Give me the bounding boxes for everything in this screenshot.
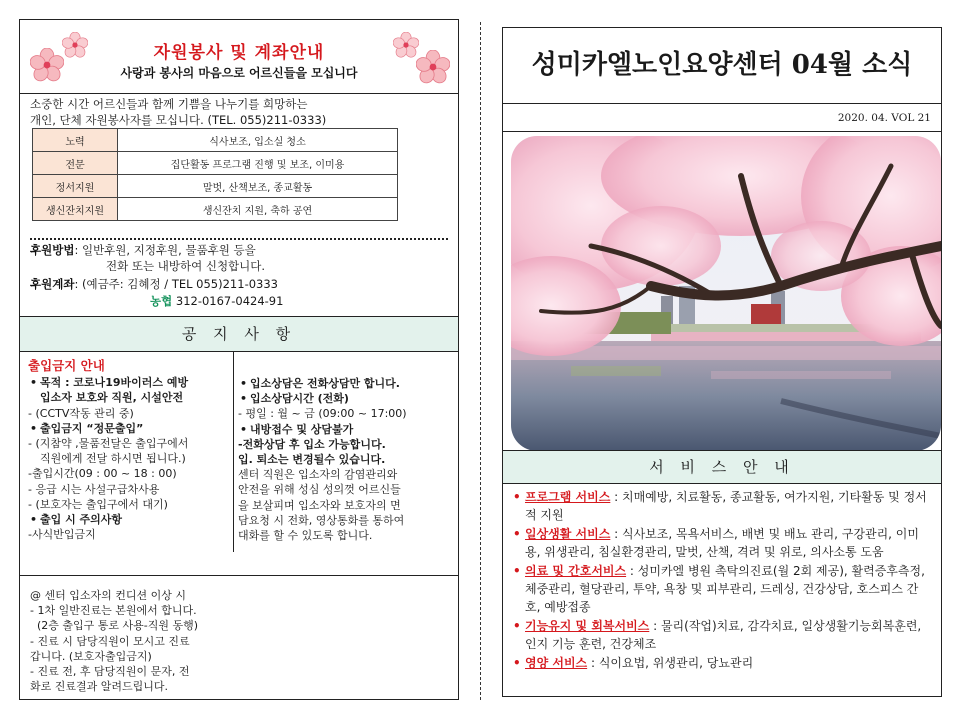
table-row xyxy=(33,152,398,175)
list-item xyxy=(511,617,933,654)
service-desc: : 물리(작업)치료, 감각치료, 일상생활기능회복훈련, 인지 기능 훈련, 건강체조 xyxy=(525,618,922,652)
intro-line: 소중한 시간 어르신들과 함께 기쁨을 나누기를 희망하는 xyxy=(30,97,308,111)
notice-line: • 출입금지 “정문출입” xyxy=(28,421,234,436)
notice-line: 담요청 시 전화, 영상통화를 통하여 xyxy=(238,513,405,527)
clinic-line: @ 센터 입소자의 컨디션 이상 시 xyxy=(30,589,186,602)
cherry-blossom-photo-art xyxy=(511,136,941,451)
notice-line: - (지참약 ,물품전달은 출입구에서 xyxy=(28,437,189,451)
account-number: 312-0167-0424-91 xyxy=(175,294,284,308)
newsletter-title: 성미카엘노인요양센터 04월 소식 xyxy=(503,28,941,104)
notice-line: - 응급 시는 사설구급차사용 xyxy=(28,482,160,496)
list-item xyxy=(511,562,933,617)
notice-line: -사식반입금지 xyxy=(28,528,96,542)
table-cell-category: 정서지원 xyxy=(33,175,118,198)
list-item xyxy=(511,654,933,672)
volunteer-title: 자원봉사 및 계좌안내 xyxy=(153,43,325,63)
page-divider xyxy=(480,22,481,700)
table-row xyxy=(33,175,398,198)
clinic-line: (2층 출입구 통로 사용-직원 동행) xyxy=(30,619,199,633)
cherry-blossom-photo xyxy=(511,136,941,451)
table-cell-detail: 생신잔치 지원, 축하 공연 xyxy=(118,198,398,221)
service-name: 영양 서비스 xyxy=(525,655,588,670)
service-list xyxy=(511,488,933,672)
notice-line: - (CCTV작동 관리 중) xyxy=(28,406,134,420)
table-cell-category: 노력 xyxy=(33,129,118,152)
clinic-line: - 1차 일반진료는 본원에서 합니다. xyxy=(30,604,197,618)
volunteer-subtitle: 사랑과 봉사의 마음으로 어르신들을 모십니다 xyxy=(120,66,358,80)
table-row xyxy=(33,129,398,152)
service-desc: : 식사보조, 목욕서비스, 배변 및 배뇨 관리, 구강관리, 이미용, 위생관리, 침실환경관리, 말벗, 산책, 격려 및 위로, 의사소통 도움 xyxy=(525,526,919,560)
service-desc: : 식이요법, 위생관리, 당뇨관리 xyxy=(587,655,754,670)
table-cell-category: 전문 xyxy=(33,152,118,175)
service-desc: : 치매예방, 치료활동, 종교활동, 여가지원, 기타활동 및 정서적 지원 xyxy=(525,490,927,523)
bank-account xyxy=(150,293,283,309)
bank-name: 농협 xyxy=(150,294,173,308)
issue-info: 2020. 04. VOL 21 xyxy=(503,104,941,132)
donation-account xyxy=(30,276,278,292)
clinic-line: - 진료 시 담당직원이 모시고 진료 xyxy=(30,634,190,648)
donation-account-text: : (예금주: 김혜정 / TEL 055)211-0333 xyxy=(74,277,278,291)
notice-line: • 목적 : 코로나19바이러스 예방 xyxy=(28,375,234,390)
notice-right-column xyxy=(238,376,452,543)
notice-line: 입. 퇴소는 변경될수 있습니다. xyxy=(238,453,386,467)
table-cell-detail: 식사보조, 입소실 청소 xyxy=(118,129,398,152)
notice-line: 을 보살피며 입소자와 보호자의 면 xyxy=(238,498,401,512)
volunteer-table xyxy=(32,128,398,221)
left-page xyxy=(19,19,459,700)
dotted-divider xyxy=(30,238,448,240)
volunteer-intro xyxy=(30,96,410,128)
notice-left-column xyxy=(28,358,234,542)
clinic-line: - 진료 전, 후 담당직원이 문자, 전 xyxy=(30,665,190,679)
clinic-line: 화로 진료결과 알려드립니다. xyxy=(30,680,169,694)
notice-line: 입소자 보호와 직원, 시설안전 xyxy=(40,391,184,405)
service-desc: : 성미카엘 병원 촉탁의진료(월 2회 제공), 활력증후측정, 체중관리, 혈당관리, 투약, 욕창 및 피부관리, 드레싱, 건강상담, 호스피스 간호, 예방접종 xyxy=(525,563,925,615)
notice-line: 센터 직원은 입소자의 감염관리와 xyxy=(238,468,398,482)
table-row xyxy=(33,198,398,221)
notice-line: • 내방접수 및 상담불가 xyxy=(238,422,452,437)
table-cell-detail: 말벗, 산책보조, 종교활동 xyxy=(118,175,398,198)
donation-method-label: 후원방법 xyxy=(30,243,75,257)
donation-method-text: : 일반후원, 지정후원, 물품후원 등을 xyxy=(74,243,256,257)
service-name: 의료 및 간호서비스 xyxy=(525,563,627,578)
intro-line: 개인, 단체 자원봉사자를 모십니다. (TEL. 055)211-0333) xyxy=(30,113,327,127)
notice-left-heading: 출입금지 안내 xyxy=(28,358,105,373)
list-item xyxy=(511,488,933,525)
table-cell-category: 생신잔치지원 xyxy=(33,198,118,221)
notice-header: 공 지 사 항 xyxy=(20,316,458,352)
notice-line: -출입시간(09 : 00 ~ 18 : 00) xyxy=(28,467,177,481)
notice-line: - (보호자는 출입구에서 대기) xyxy=(28,497,168,511)
service-name: 기능유지 및 회복서비스 xyxy=(525,618,650,633)
notice-divider xyxy=(20,575,458,576)
donation-account-label: 후원계좌 xyxy=(30,277,75,291)
service-name: 프로그램 서비스 xyxy=(525,490,611,504)
donation-method xyxy=(30,242,256,258)
list-item xyxy=(511,525,933,562)
clinic-notice xyxy=(30,588,430,694)
notice-line: • 입소상담은 전화상담만 합니다. xyxy=(238,376,452,391)
right-page xyxy=(502,27,942,697)
notice-line: - 평일 : 월 ~ 금 (09:00 ~ 17:00) xyxy=(238,407,407,421)
table-cell-detail: 집단활동 프로그램 진행 및 보조, 이미용 xyxy=(118,152,398,175)
notice-line: 직원에게 전달 하시면 됩니다.) xyxy=(40,452,186,466)
notice-line: 대화를 할 수 있도록 합니다. xyxy=(238,529,373,543)
volunteer-header xyxy=(20,20,458,94)
service-name: 일상생활 서비스 xyxy=(525,526,611,541)
service-header: 서 비 스 안 내 xyxy=(503,450,941,484)
notice-line: • 입소상담시간 (전화) xyxy=(238,391,452,406)
donation-method-line2: 전화 또는 내방하여 신청합니다. xyxy=(106,259,266,273)
clinic-line: 갑니다. (보호자출입금지) xyxy=(30,649,152,663)
notice-line: 안전을 위해 성심 성의껏 어르신들 xyxy=(238,483,401,497)
notice-line: • 출입 시 주의사항 xyxy=(28,512,234,527)
notice-line: -전화상담 후 입소 가능합니다. xyxy=(238,437,386,451)
